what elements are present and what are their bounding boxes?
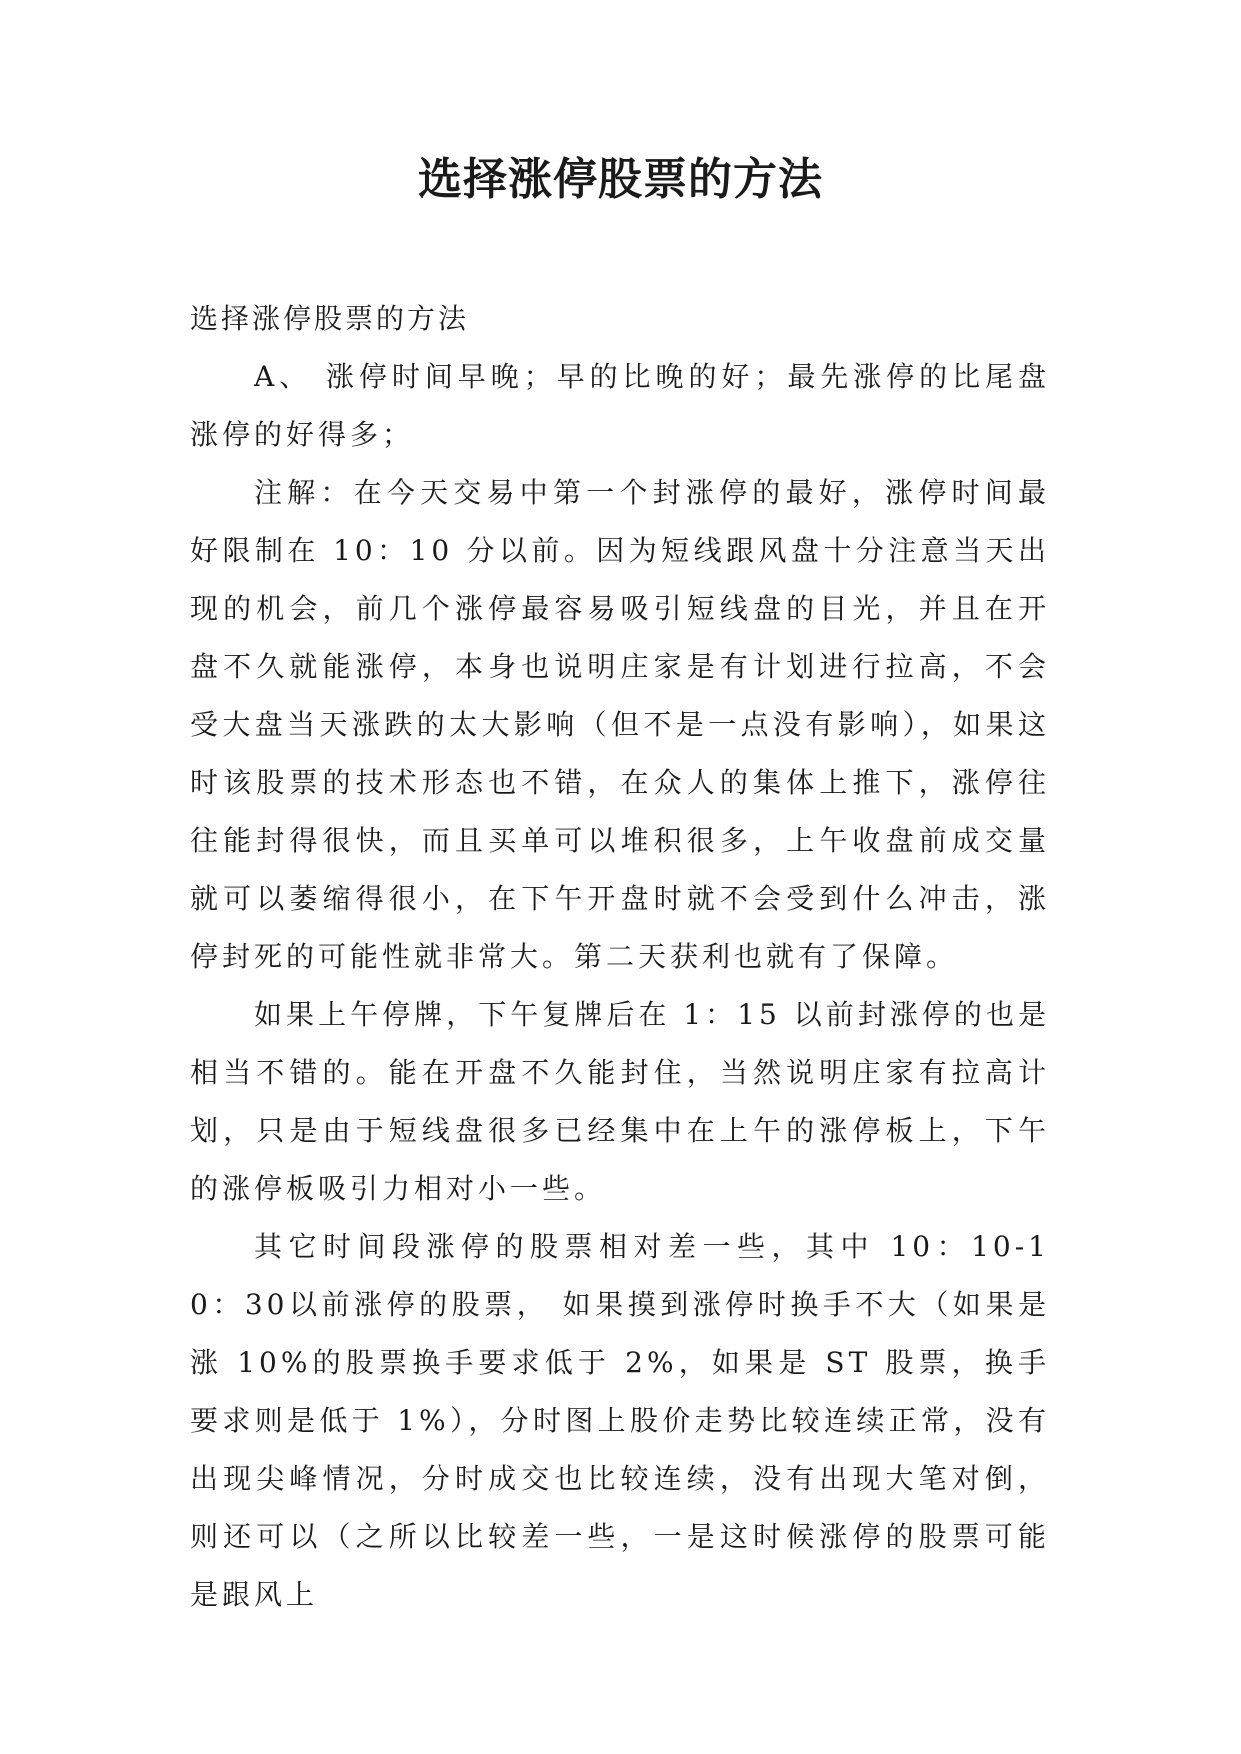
- paragraph-other-periods: 其它时间段涨停的股票相对差一些，其中 10：10-10：30以前涨停的股票， 如果摸到涨停时换手不大（如果是涨 10%的股票换手要求低于 2%，如果是 ST 股票，换手要求则是低于 1%），分时图上股价走势比较连续正常，没有出现尖峰情况，分时成交也比较连续，没有出现大笔对倒，则还可以（之所以比较差一些，一是这时候涨停的股票可能是跟风上: [190, 1230, 1050, 1611]
- paragraph-annotation: 注解：在今天交易中第一个封涨停的最好，涨停时间最好限制在 10：10 分以前。因为短线跟风盘十分注意当天出现的机会，前几个涨停最容易吸引短线盘的目光，并且在开盘不久就能涨停，本身也说明庄家是有计划进行拉高，不会受大盘当天涨跌的太大影响（但不是一点没有影响），如果这时该股票的技术形态也不错，在众人的集体上推下，涨停往往能封得很快，而且买单可以堆积很多，上午收盘前成交量就可以萎缩得很小，在下午开盘时就不会受到什么冲击，涨停封死的可能性就非常大。第二天获利也就有了保障。: [190, 476, 1050, 973]
- paragraph-afternoon-resume: 如果上午停牌，下午复牌后在 1：15 以前封涨停的也是相当不错的。能在开盘不久能封住，当然说明庄家有拉高计划，只是由于短线盘很多已经集中在上午的涨停板上，下午的涨停板吸引力相对小一些。: [190, 998, 1050, 1205]
- document-body: [190, 290, 1050, 1624]
- document-title: 选择涨停股票的方法: [418, 154, 823, 205]
- paragraph-rule-a: A、 涨停时间早晚；早的比晚的好；最先涨停的比尾盘涨停的好得多；: [190, 360, 1050, 451]
- document-subtitle: 选择涨停股票的方法: [190, 302, 470, 335]
